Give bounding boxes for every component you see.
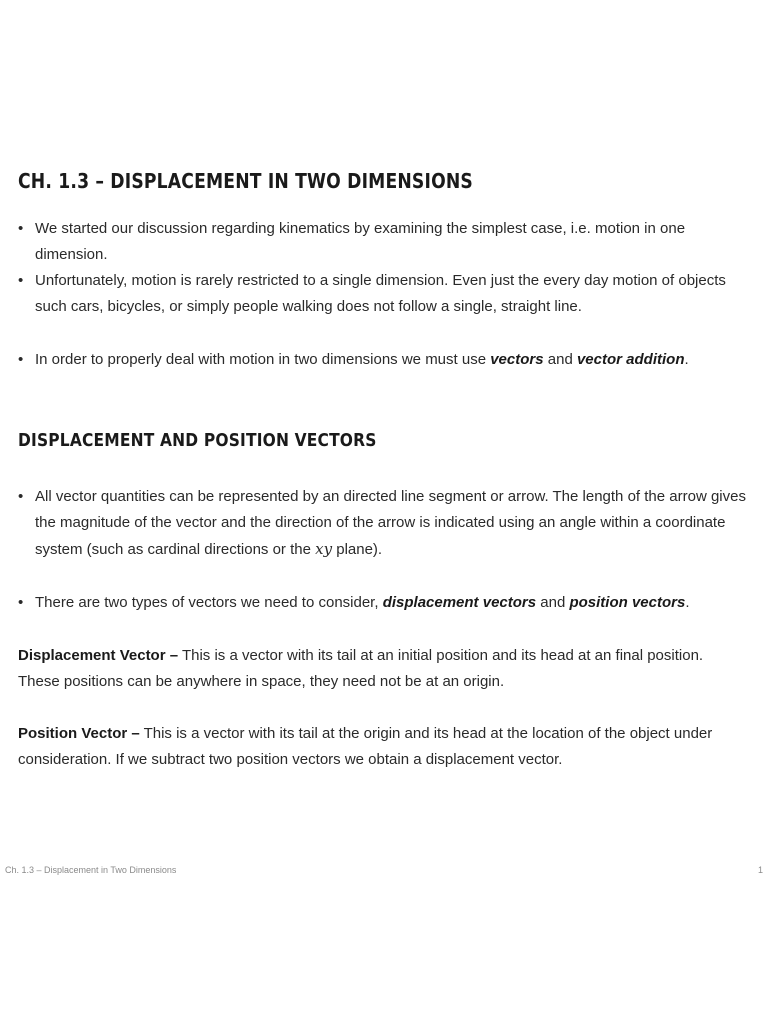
bullet-text: [35, 484, 748, 563]
emphasis-position-vectors: position vectors: [569, 594, 686, 611]
text-run: plane).: [332, 541, 383, 558]
text-run: .: [684, 351, 689, 368]
footer-title: Ch. 1.3 – Displacement in Two Dimensions: [5, 865, 177, 875]
emphasis-displacement-vectors: displacement vectors: [382, 594, 537, 611]
bullet-text: We started our discussion regarding kinematics by examining the simplest case, i.e. motion in one dimension.: [35, 220, 686, 263]
bullet-icon: •: [18, 594, 24, 611]
bullet-icon: •: [18, 488, 24, 505]
bullet-icon: •: [18, 272, 24, 289]
definition-text: This is a vector with its tail at an initial position and its head at an final position. These positions can be anywhere in space, they need not be at an origin.: [18, 647, 704, 690]
definition-position-vector: [18, 721, 748, 773]
bullet-item: [18, 484, 748, 563]
definition-text: This is a vector with its tail at the origin and its head at the location of the object under consideration. If we subtract two position vectors we obtain a displacement vector.: [18, 725, 713, 768]
bullet-item: [18, 268, 748, 320]
bullet-icon: •: [18, 220, 24, 237]
emphasis-vector-addition: vector addition: [576, 351, 685, 368]
text-run: and: [543, 351, 577, 368]
definition-term: Position Vector –: [18, 725, 140, 742]
text-run: .: [685, 594, 690, 611]
text-run: There are two types of vectors we need to consider,: [35, 594, 383, 611]
bullet-text: Unfortunately, motion is rarely restricted to a single dimension. Even just the every day motion of objects such cars, bicycles, or simply people walking does not follow a single, straight line.: [35, 272, 726, 315]
bullet-icon: •: [18, 351, 24, 368]
definition-term: Displacement Vector –: [18, 647, 179, 664]
bullet-item: [18, 216, 748, 268]
section-heading: DISPLACEMENT AND POSITION VECTORS: [18, 430, 377, 451]
definition-displacement-vector: [18, 643, 748, 695]
emphasis-vectors: vectors: [490, 351, 544, 368]
page-number: 1: [757, 865, 763, 875]
bullet-text: [35, 590, 748, 616]
page-title: CH. 1.3 – DISPLACEMENT IN TWO DIMENSIONS: [18, 169, 473, 193]
text-run: All vector quantities can be represented by an directed line segment or arrow. The length of the arrow gives the magnitude of the vector and the direction of the arrow is indicated using an angle within a coordinate system (such as cardinal directions or the: [35, 488, 746, 558]
bullet-item: [18, 347, 748, 373]
text-run: and: [536, 594, 570, 611]
bullet-item: [18, 590, 748, 616]
math-xy: xy: [315, 540, 333, 558]
bullet-text: [35, 347, 748, 373]
text-run: In order to properly deal with motion in two dimensions we must use: [35, 351, 491, 368]
